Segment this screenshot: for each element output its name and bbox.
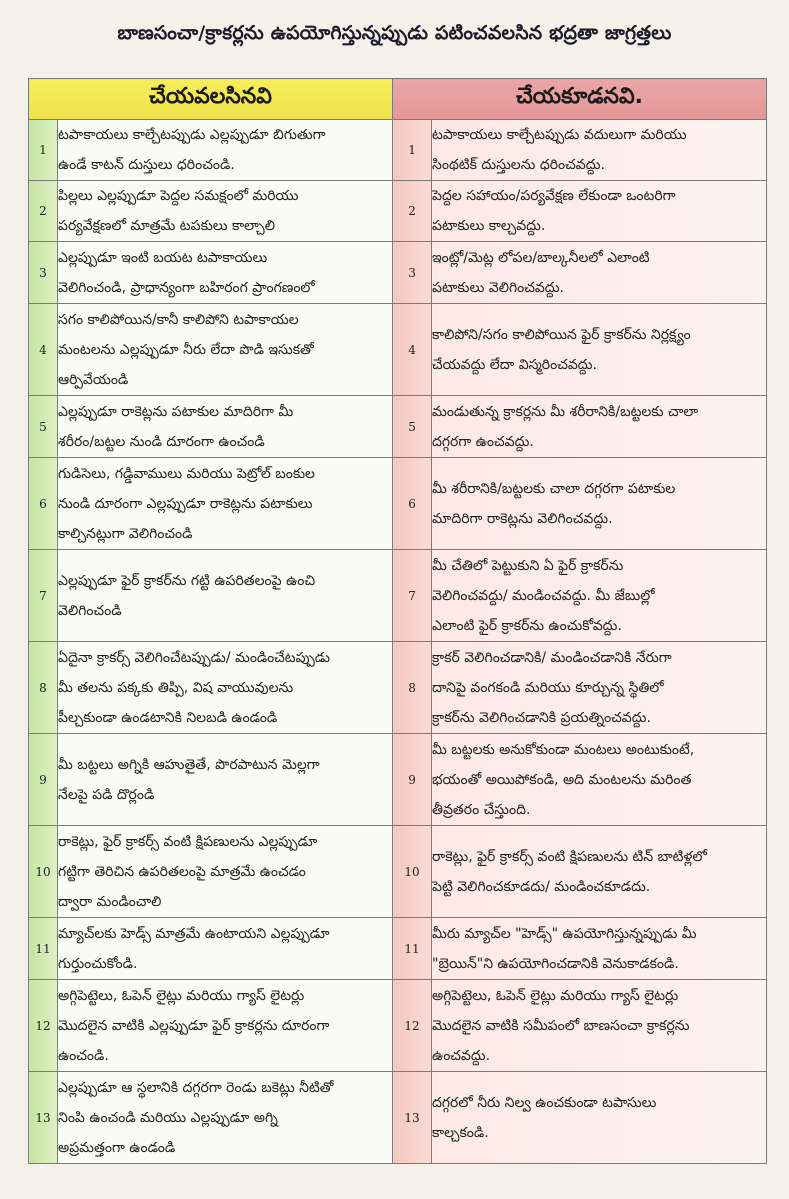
- donts-row-number: 1: [393, 120, 432, 181]
- text-line: "బ్రెయిన్"ని ఉపయోగించడానికి వెనుకాడకండి.: [432, 955, 679, 972]
- table-row: [29, 396, 767, 458]
- text-line: మీ బట్టలు అగ్నికి ఆహుతైతే, పొరపాటున మెల్లగా: [58, 756, 320, 773]
- table-row: [29, 1072, 767, 1164]
- text-line: పర్యవేక్షణలో మాత్రమే టపకులు కాల్చాలి: [58, 218, 275, 234]
- dos-cell: [58, 396, 393, 458]
- text-line: కాల్చినట్లుగా వెలిగించండి: [58, 525, 193, 542]
- text-line: భయంతో అయిపోకండి, అది మంటలను మరింత: [432, 771, 692, 788]
- donts-cell: [432, 642, 767, 734]
- text-line: ఆర్పివేయండి: [58, 371, 129, 388]
- text-line: మీ తలను పక్కకు తిప్పి, విష వాయువులను: [58, 679, 294, 696]
- text-line: అగ్గిపెట్టెలు, ఓపెన్ లైట్లు మరియు గ్యాస్ లైటర్లు: [58, 987, 305, 1004]
- table-body: [29, 120, 767, 1164]
- table-row: [29, 826, 767, 918]
- dos-cell: [58, 120, 393, 181]
- table-row: [29, 242, 767, 304]
- text-line: ద్వారా మండించాలి: [58, 893, 162, 910]
- text-line: నేలపై పడి దొర్లండి: [58, 786, 155, 803]
- donts-cell: [432, 550, 767, 642]
- text-line: ఎల్లప్పుడూ ఫైర్ క్రాకర్‌ను గట్టి ఉపరితలంపై ఉంచి: [58, 572, 316, 589]
- dos-row-number: 12: [29, 980, 58, 1072]
- dos-row-number: 10: [29, 826, 58, 918]
- donts-row-number: 11: [393, 918, 432, 980]
- donts-cell: [432, 1072, 767, 1164]
- table-row: [29, 550, 767, 642]
- text-line: ఎల్లప్పుడూ ఇంటి బయట టపాకాయలు: [58, 249, 268, 266]
- text-line: నుండి దూరంగా ఎల్లప్పుడూ రాకెట్లను పటాకులు: [58, 495, 313, 512]
- dos-cell: [58, 550, 393, 642]
- donts-cell: [432, 826, 767, 918]
- text-line: వెలిగించండి, ప్రాధాన్యంగా బహిరంగ ప్రాంగణంలో: [58, 279, 315, 296]
- text-line: సింథటిక్ దుస్తులను ధరించవద్దు.: [432, 157, 605, 173]
- text-line: పెద్దల సహాయం/పర్యవేక్షణ లేకుండా ఒంటరిగా: [432, 188, 676, 204]
- dos-row-number: 13: [29, 1072, 58, 1164]
- donts-cell: [432, 304, 767, 396]
- dos-header: చేయవలసినవి: [29, 79, 393, 120]
- table-row: [29, 980, 767, 1072]
- donts-row-number: 9: [393, 734, 432, 826]
- donts-cell: [432, 242, 767, 304]
- donts-row-number: 13: [393, 1072, 432, 1164]
- text-line: ఇంట్లో/మెట్ల లోపల/బాల్కనీలలో ఎలాంటి: [432, 249, 650, 266]
- donts-row-number: 8: [393, 642, 432, 734]
- table-row: [29, 304, 767, 396]
- donts-row-number: 12: [393, 980, 432, 1072]
- text-line: ఉంచండి.: [58, 1047, 109, 1064]
- text-line: అప్రమత్తంగా ఉండండి: [58, 1139, 176, 1156]
- text-line: గట్టిగా తెరిచిన ఉపరితలంపై మాత్రమే ఉంచడం: [58, 863, 306, 880]
- dos-row-number: 8: [29, 642, 58, 734]
- dos-cell: [58, 642, 393, 734]
- text-line: పటాకులు కాల్చవద్దు.: [432, 218, 546, 234]
- text-line: ఎలాంటి ఫైర్ క్రాకర్‌ను ఉంచుకోవద్దు.: [432, 617, 622, 634]
- dos-row-number: 4: [29, 304, 58, 396]
- text-line: వెలిగించండి: [58, 602, 122, 619]
- text-line: మీరు మ్యాచ్‌ల "హెడ్స్" ఉపయోగిస్తున్నప్పుడు మీ: [432, 925, 697, 942]
- donts-cell: [432, 181, 767, 242]
- donts-row-number: 10: [393, 826, 432, 918]
- dos-cell: [58, 181, 393, 242]
- dos-row-number: 9: [29, 734, 58, 826]
- dos-row-number: 7: [29, 550, 58, 642]
- table-row: [29, 181, 767, 242]
- text-line: రాకెట్లు, ఫైర్ క్రాకర్స్ వంటి క్షిపణులను ఎల్లప్పుడూ: [58, 833, 318, 850]
- table-row: [29, 734, 767, 826]
- text-line: పెట్టి వెలిగించకూడదు/ మండించకూడదు.: [432, 878, 651, 895]
- text-line: పిల్లలు ఎల్లప్పుడూ పెద్దల సమక్షంలో మరియు: [58, 188, 299, 204]
- text-line: దానిపై వంగకండి మరియు కూర్చున్న స్థితిలో: [432, 679, 664, 696]
- dos-cell: [58, 980, 393, 1072]
- donts-row-number: 4: [393, 304, 432, 396]
- text-line: మొదలైన వాటికి సమీపంలో బాణసంచా క్రాకర్లను: [432, 1017, 690, 1034]
- table-row: [29, 120, 767, 181]
- donts-row-number: 3: [393, 242, 432, 304]
- dos-row-number: 3: [29, 242, 58, 304]
- text-line: సగం కాలిపోయిన/కానీ కాలిపోని టపాకాయల: [58, 311, 299, 328]
- dos-cell: [58, 304, 393, 396]
- dos-row-number: 2: [29, 181, 58, 242]
- text-line: కాలిపోని/సగం కాలిపోయిన ఫైర్ క్రాకర్‌ను నిర్లక్ష్యం: [432, 326, 691, 343]
- text-line: పటాకులు వెలిగించవద్దు.: [432, 279, 564, 296]
- donts-row-number: 2: [393, 181, 432, 242]
- text-line: గుడిసెలు, గడ్డివాములు మరియు పెట్రోల్ బంకుల: [58, 465, 315, 482]
- text-line: టపాకాయలు కాల్చేటప్పుడు వదులుగా మరియు: [432, 127, 687, 143]
- text-line: వెలిగించవద్దు/ మండించవద్దు. మీ జేబుల్లో: [432, 587, 655, 604]
- text-line: దగ్గరగా ఉంచవద్దు.: [432, 433, 534, 450]
- text-line: మొదలైన వాటికి ఎల్లప్పుడూ ఫైర్ క్రాకర్లను దూరంగా: [58, 1017, 330, 1034]
- text-line: ఎల్లప్పుడూ ఆ స్థలానికి దగ్గరగా రెండు బకెట్లు నీటితో: [58, 1079, 334, 1096]
- dos-row-number: 6: [29, 458, 58, 550]
- text-line: మ్యాచ్‌లకు హెడ్స్ మాత్రమే ఉంటాయని ఎల్లప్పుడూ: [58, 925, 330, 942]
- text-line: మీ బట్టలకు అనుకోకుండా మంటలు అంటుకుంటే,: [432, 741, 695, 758]
- donts-row-number: 6: [393, 458, 432, 550]
- text-line: క్రాకర్ వెలిగించడానికి/ మండించడానికి నేరుగా: [432, 649, 672, 666]
- donts-cell: [432, 396, 767, 458]
- text-line: టపాకాయలు కాల్చేటప్పుడు ఎల్లప్పుడూ బిగుతుగా: [58, 127, 326, 143]
- donts-cell: [432, 734, 767, 826]
- dos-row-number: 5: [29, 396, 58, 458]
- text-line: నింపి ఉంచండి మరియు ఎల్లప్పుడూ అగ్ని: [58, 1109, 278, 1126]
- text-line: మీ శరీరానికి/బట్టలకు చాలా దగ్గరగా పటాకుల: [432, 480, 676, 497]
- dos-cell: [58, 826, 393, 918]
- text-line: కాల్చకండి.: [432, 1124, 489, 1141]
- dos-cell: [58, 458, 393, 550]
- dos-cell: [58, 242, 393, 304]
- table-row: [29, 642, 767, 734]
- page-title: బాణసంచా/క్రాకర్లను ఉపయోగిస్తున్నప్పుడు పటించవలసిన భద్రతా జాగ్రత్తలు: [117, 22, 672, 44]
- text-line: ఉండే కాటన్ దుస్తులు ధరించండి.: [58, 157, 235, 173]
- dos-cell: [58, 734, 393, 826]
- text-line: రాకెట్లు, ఫైర్ క్రాకర్స్ వంటి క్షిపణులను టిన్ బాటిళ్లలో: [432, 848, 707, 865]
- table-row: [29, 458, 767, 550]
- safety-table: [28, 78, 767, 1164]
- text-line: మాదిరిగా రాకెట్లను వెలిగించవద్దు.: [432, 510, 613, 527]
- text-line: అగ్గిపెట్టెలు, ఓపెన్ లైట్లు మరియు గ్యాస్ లైటర్లు: [432, 987, 679, 1004]
- text-line: గుర్తుంచుకోండి.: [58, 955, 138, 972]
- text-line: ఎల్లప్పుడూ రాకెట్లను పటాకుల మాదిరిగా మీ: [58, 403, 294, 420]
- donts-cell: [432, 120, 767, 181]
- text-line: పీల్చకుండా ఉండటానికి నిలబడి ఉండండి: [58, 709, 278, 726]
- dos-cell: [58, 1072, 393, 1164]
- donts-cell: [432, 458, 767, 550]
- dos-row-number: 1: [29, 120, 58, 181]
- donts-header: చేయకూడనవి.: [393, 79, 767, 120]
- donts-row-number: 5: [393, 396, 432, 458]
- text-line: దగ్గరలో నీరు నిల్వ ఉంచకుండా టపాసులు: [432, 1094, 657, 1111]
- donts-row-number: 7: [393, 550, 432, 642]
- text-line: క్రాకర్‌ను వెలిగించడానికి ప్రయత్నించవద్దు.: [432, 709, 651, 726]
- dos-row-number: 11: [29, 918, 58, 980]
- text-line: చేయవద్దు లేదా విస్మరించవద్దు.: [432, 356, 597, 373]
- text-line: ఏదైనా క్రాకర్స్ వెలిగించేటప్పుడు/ మండించేటప్పుడు: [58, 649, 330, 666]
- dos-cell: [58, 918, 393, 980]
- donts-cell: [432, 918, 767, 980]
- table-header-row: [29, 79, 767, 120]
- text-line: మంటలను ఎల్లప్పుడూ నీరు లేదా పొడి ఇసుకతో: [58, 341, 314, 358]
- text-line: మండుతున్న క్రాకర్లను మీ శరీరానికి/బట్టలకు చాలా: [432, 403, 699, 420]
- text-line: శరీరం/బట్టల నుండి దూరంగా ఉంచండి: [58, 433, 265, 450]
- text-line: తీవ్రతరం చేస్తుంది.: [432, 801, 531, 818]
- donts-cell: [432, 980, 767, 1072]
- table-row: [29, 918, 767, 980]
- text-line: ఉంచవద్దు.: [432, 1047, 491, 1064]
- text-line: మీ చేతిలో పెట్టుకుని ఏ ఫైర్ క్రాకర్‌ను: [432, 557, 624, 574]
